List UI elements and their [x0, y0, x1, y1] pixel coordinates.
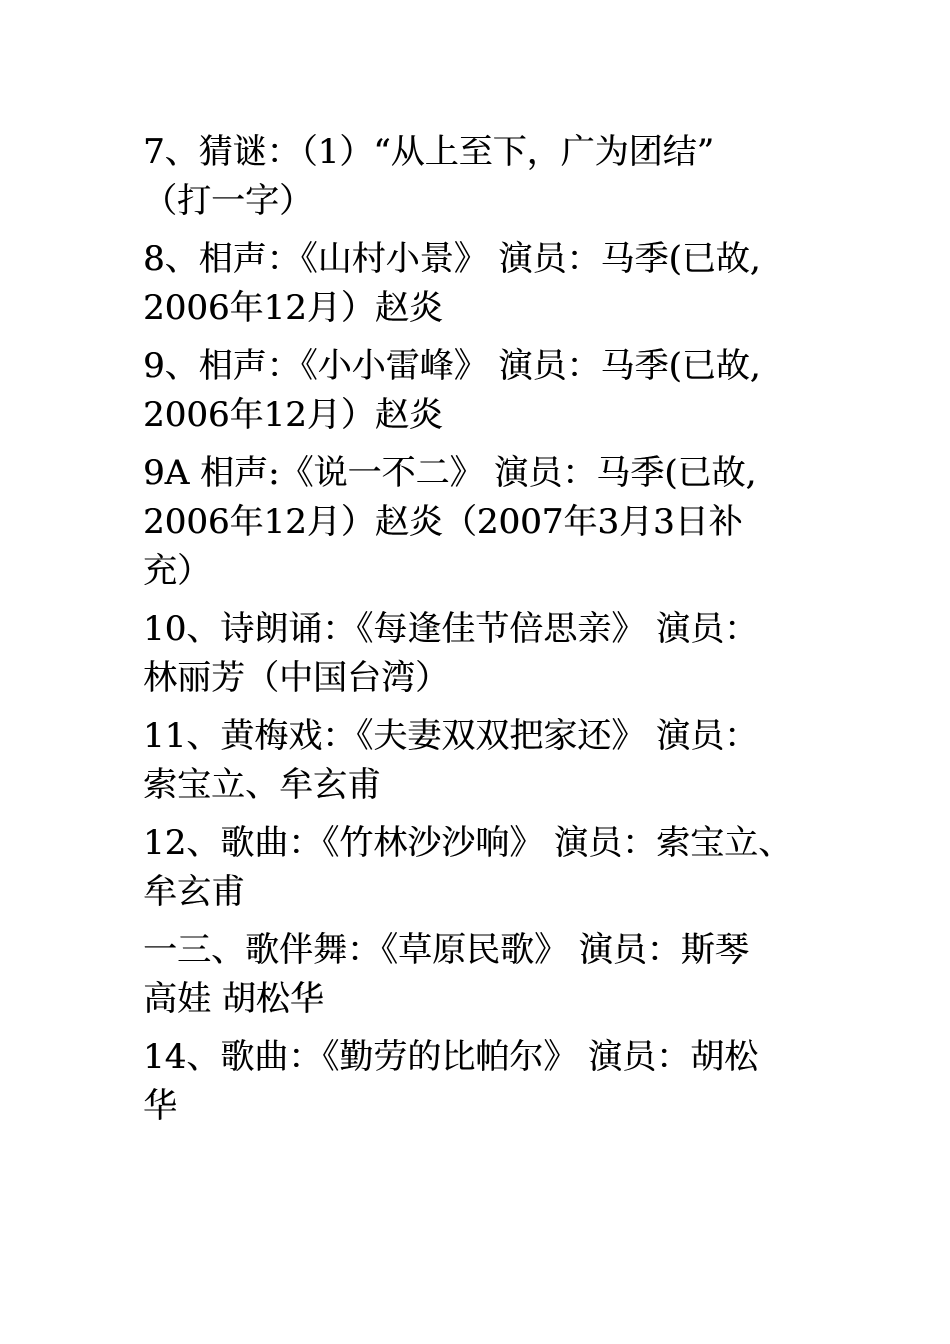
text-line: 9A 相声:《说一不二》 演员：马季(已故, [143, 453, 757, 493]
program-item-8 [143, 235, 823, 333]
text-line: 9、相声：《小小雷峰》 演员：马季(已故, [143, 346, 761, 386]
program-list [143, 128, 823, 1140]
text-line: 充） [143, 551, 211, 591]
program-item-12 [143, 819, 823, 917]
text-line: 7、猜谜：（1）“从上至下，广为团结” [143, 132, 715, 172]
text-line: 2006年12月）赵炎（2007年3月3日补 [143, 502, 743, 542]
program-item-10 [143, 605, 823, 703]
text-line: 8、相声：《山村小景》 演员：马季(已故, [143, 239, 761, 279]
text-line: 2006年12月）赵炎 [143, 395, 443, 435]
text-line: 一三、歌伴舞：《草原民歌》 演员：斯琴 [143, 930, 749, 970]
text-line: 14、歌曲：《勤劳的比帕尔》 演员：胡松 [143, 1037, 759, 1077]
text-line: （打一字） [143, 181, 313, 221]
text-line: 牟玄甫 [143, 872, 245, 912]
program-item-9 [143, 342, 823, 440]
text-line: 12、歌曲：《竹林沙沙响》 演员：索宝立、 [143, 823, 793, 863]
program-item-13 [143, 926, 823, 1024]
program-item-11 [143, 712, 823, 810]
text-line: 10、诗朗诵：《每逢佳节倍思亲》 演员： [143, 609, 759, 649]
program-item-14 [143, 1033, 823, 1131]
program-item-9a [143, 449, 823, 596]
program-item-7 [143, 128, 823, 226]
text-line: 索宝立、牟玄甫 [143, 765, 381, 805]
text-line: 华 [143, 1086, 177, 1126]
text-line: 2006年12月）赵炎 [143, 288, 443, 328]
text-line: 林丽芳（中国台湾） [143, 658, 449, 698]
text-line: 高娃 胡松华 [143, 979, 324, 1019]
text-line: 11、黄梅戏：《夫妻双双把家还》 演员： [143, 716, 759, 756]
